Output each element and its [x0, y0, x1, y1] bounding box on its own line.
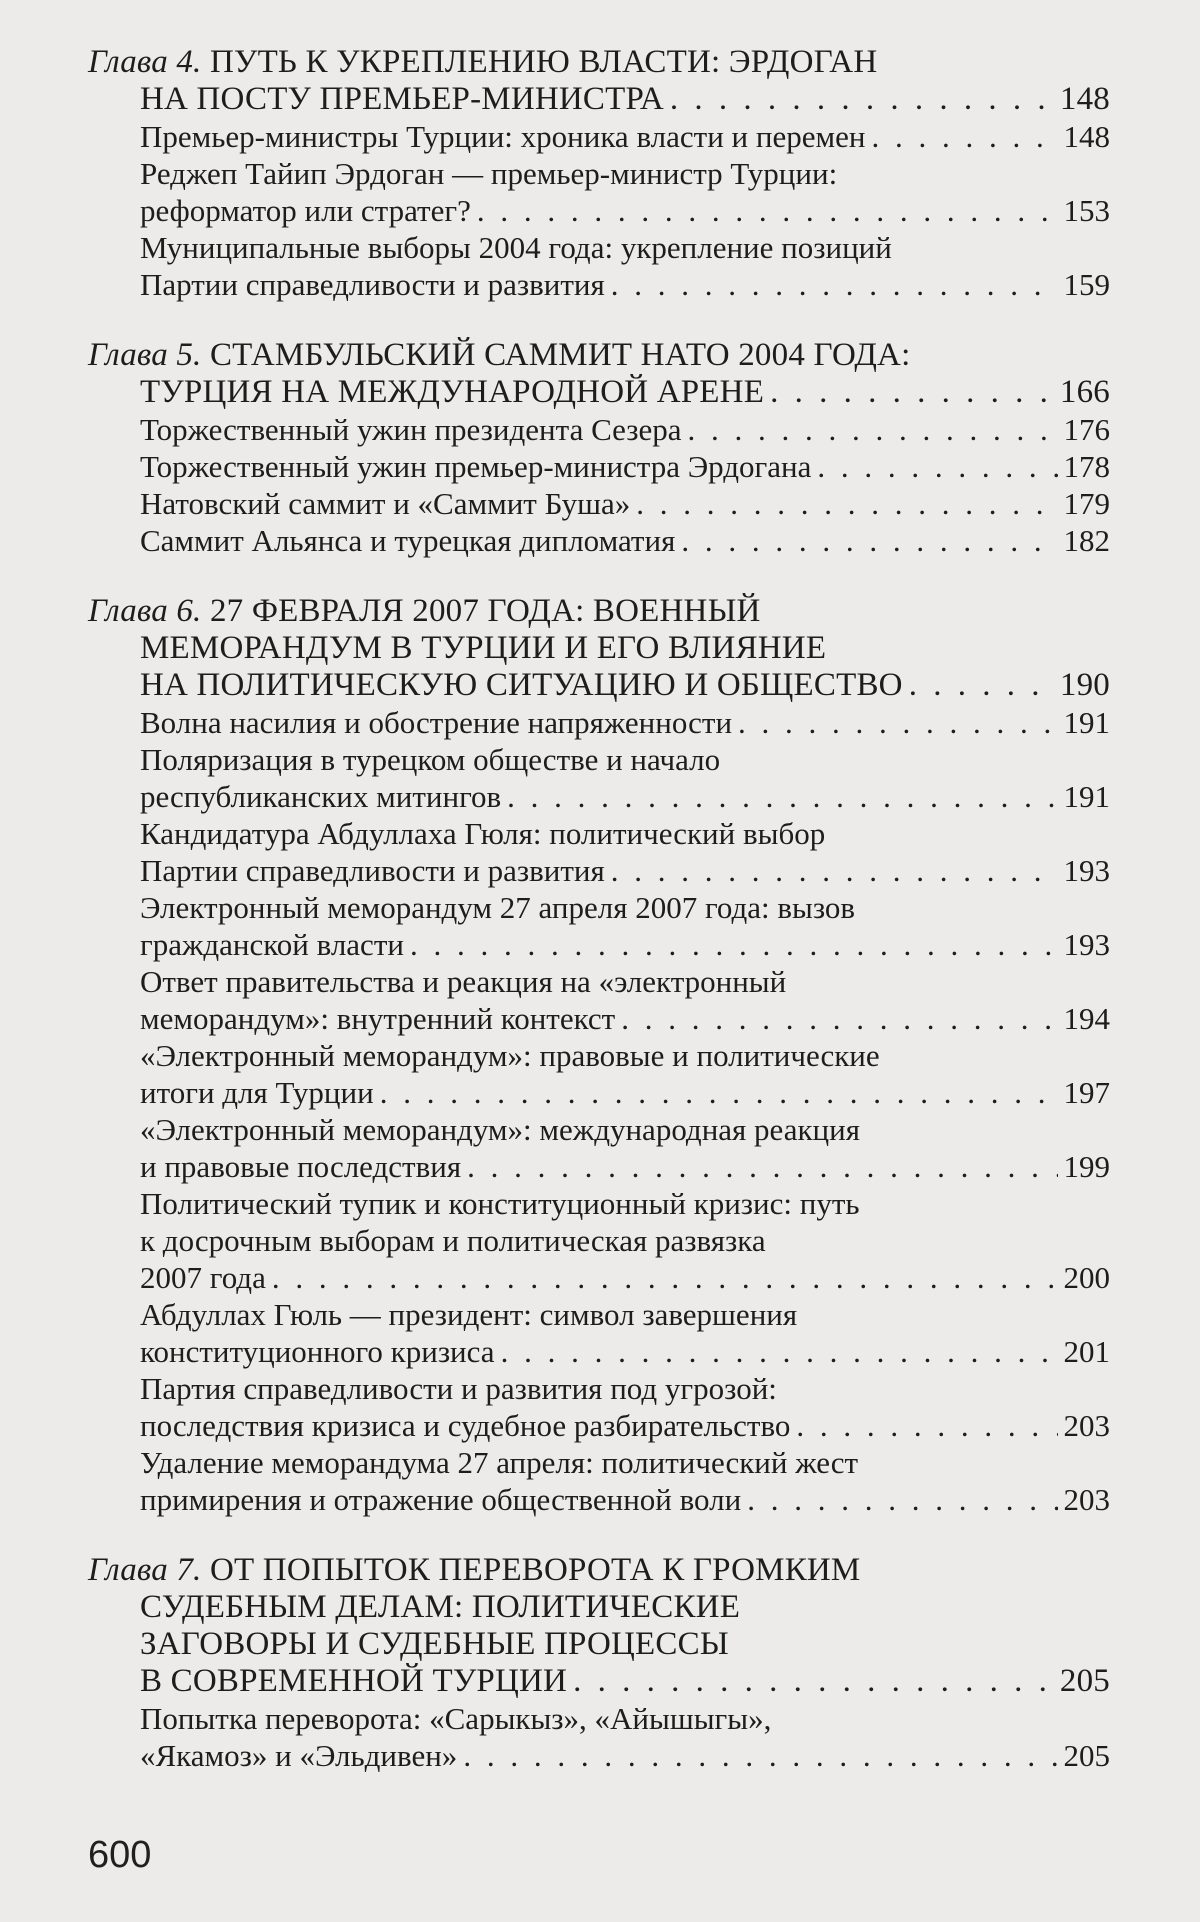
- entry-text: итоги для Турции: [140, 1075, 374, 1110]
- entry-line: [140, 1222, 1110, 1259]
- chapter-title-line: [88, 1552, 1110, 1589]
- toc-entry: [88, 704, 1110, 741]
- dot-leader: [796, 1407, 1057, 1444]
- entry-text: Партии справедливости и развития: [140, 853, 605, 888]
- entry-line: [140, 778, 1110, 815]
- entry-line: [140, 1444, 1110, 1481]
- dot-leader: [871, 118, 1057, 155]
- dot-leader: [467, 1148, 1057, 1185]
- entry-text: «Якамоз» и «Эльдивен»: [140, 1738, 458, 1773]
- dot-leader: [611, 852, 1058, 889]
- entry-text: Политический тупик и конституционный кризис: путь: [140, 1186, 860, 1221]
- toc-entry: [88, 155, 1110, 229]
- entry-line: [140, 1700, 1110, 1737]
- entry-text: Партия справедливости и развития под угрозой:: [140, 1371, 777, 1406]
- toc-entry: [88, 1111, 1110, 1185]
- entry-text: последствия кризиса и судебное разбирательство: [140, 1408, 791, 1443]
- toc-entry: [88, 118, 1110, 155]
- entry-line: [140, 815, 1110, 852]
- page-ref: 205: [1059, 1663, 1110, 1699]
- chapter-label: Глава 5.: [88, 337, 202, 373]
- chapter-title-line: [88, 44, 1110, 81]
- dot-leader: [380, 1074, 1058, 1111]
- page-ref: 205: [1063, 1738, 1110, 1773]
- toc-entry: [88, 1037, 1110, 1111]
- dot-leader: [747, 1481, 1057, 1518]
- entry-line: [140, 155, 1110, 192]
- entry-text: «Электронный меморандум»: международная реакция: [140, 1112, 860, 1147]
- entry-text: республиканских митингов: [140, 779, 502, 814]
- entry-line: [140, 448, 1110, 485]
- entry-line: [140, 1296, 1110, 1333]
- entry-line: [140, 926, 1110, 963]
- chapter-title-text: СУДЕБНЫМ ДЕЛАМ: ПОЛИТИЧЕСКИЕ: [140, 1589, 741, 1625]
- entry-text: к досрочным выборам и политическая развязка: [140, 1223, 766, 1258]
- entry-line: [140, 963, 1110, 1000]
- dot-leader: [681, 522, 1057, 559]
- page-ref: 199: [1063, 1149, 1110, 1184]
- dot-leader: [636, 485, 1057, 522]
- entry-text: Партии справедливости и развития: [140, 267, 605, 302]
- page-ref: 166: [1059, 374, 1110, 410]
- dot-leader: [501, 1333, 1058, 1370]
- entry-text: Кандидатура Абдуллаха Гюля: политический выбор: [140, 816, 826, 851]
- entry-text: Волна насилия и обострение напряженности: [140, 705, 733, 740]
- toc-entry: [88, 229, 1110, 303]
- entry-text: Торжественный ужин президента Сезера: [140, 412, 682, 447]
- toc-entry: [88, 889, 1110, 963]
- entry-text: Торжественный ужин премьер-министра Эрдогана: [140, 449, 812, 484]
- chapter-title-line: [88, 1589, 1110, 1626]
- page-ref: 197: [1063, 1075, 1110, 1110]
- dot-leader: [817, 448, 1057, 485]
- toc-entry: [88, 1370, 1110, 1444]
- chapter-title-line: [88, 667, 1110, 704]
- dot-leader: [738, 704, 1057, 741]
- entry-line: [140, 411, 1110, 448]
- toc-entry: [88, 1185, 1110, 1296]
- toc-entry: [88, 411, 1110, 448]
- entry-text: конституционного кризиса: [140, 1334, 495, 1369]
- entry-text: Реджеп Тайип Эрдоган — премьер-министр Турции:: [140, 156, 838, 191]
- chapter-title-text: НА ПОЛИТИЧЕСКУЮ СИТУАЦИЮ И ОБЩЕСТВО: [140, 667, 903, 703]
- entry-line: [140, 852, 1110, 889]
- chapter-label: Глава 7.: [88, 1552, 202, 1588]
- table-of-contents: [88, 44, 1110, 1774]
- page-number: 600: [88, 1834, 152, 1876]
- dot-leader: [507, 778, 1057, 815]
- chapter-title-text: 27 ФЕВРАЛЯ 2007 ГОДА: ВОЕННЫЙ: [209, 593, 761, 629]
- entry-line: [140, 1259, 1110, 1296]
- chapter-title-line: [88, 1626, 1110, 1663]
- chapter-title-line: [88, 630, 1110, 667]
- entry-text: Саммит Альянса и турецкая дипломатия: [140, 523, 676, 558]
- dot-leader: [670, 81, 1054, 118]
- chapter-title-text: ПУТЬ К УКРЕПЛЕНИЮ ВЛАСТИ: ЭРДОГАН: [209, 44, 878, 80]
- dot-leader: [463, 1737, 1057, 1774]
- entry-line: [140, 1333, 1110, 1370]
- toc-entry: [88, 522, 1110, 559]
- chapter-title-line: [88, 81, 1110, 118]
- dot-leader: [410, 926, 1058, 963]
- toc-chapter: [88, 337, 1110, 559]
- entry-line: [140, 1074, 1110, 1111]
- entry-line: [140, 704, 1110, 741]
- toc-entry: [88, 815, 1110, 889]
- entry-line: [140, 1407, 1110, 1444]
- chapter-title-line: [88, 1663, 1110, 1700]
- dot-leader: [573, 1663, 1054, 1700]
- entry-line: [140, 229, 1110, 266]
- chapter-title-line: [88, 374, 1110, 411]
- entry-line: [140, 1370, 1110, 1407]
- page-ref: 193: [1063, 853, 1110, 888]
- page-ref: 148: [1063, 119, 1110, 154]
- chapter-title-text: НА ПОСТУ ПРЕМЬЕР-МИНИСТРА: [140, 81, 664, 117]
- toc-entry: [88, 963, 1110, 1037]
- chapter-title-line: [88, 337, 1110, 374]
- toc-entry: [88, 485, 1110, 522]
- page-ref: 148: [1059, 81, 1110, 117]
- dot-leader: [621, 1000, 1057, 1037]
- toc-chapter: [88, 44, 1110, 303]
- entry-line: [140, 522, 1110, 559]
- entry-text: Ответ правительства и реакция на «электронный: [140, 964, 787, 999]
- entry-line: [140, 485, 1110, 522]
- page-ref: 203: [1063, 1482, 1110, 1517]
- chapter-title-text: МЕМОРАНДУМ В ТУРЦИИ И ЕГО ВЛИЯНИЕ: [140, 630, 827, 666]
- entry-line: [140, 1000, 1110, 1037]
- toc-entry: [88, 741, 1110, 815]
- page-ref: 191: [1063, 705, 1110, 740]
- entry-line: [140, 1737, 1110, 1774]
- page-ref: 182: [1063, 523, 1110, 558]
- entry-text: «Электронный меморандум»: правовые и политические: [140, 1038, 880, 1073]
- dot-leader: [272, 1259, 1058, 1296]
- chapter-title-text: ТУРЦИЯ НА МЕЖДУНАРОДНОЙ АРЕНЕ: [140, 374, 765, 410]
- entry-text: реформатор или стратег?: [140, 193, 471, 228]
- entry-text: меморандум»: внутренний контекст: [140, 1001, 616, 1036]
- toc-entry: [88, 1700, 1110, 1774]
- entry-text: примирения и отражение общественной воли: [140, 1482, 742, 1517]
- entry-line: [140, 1037, 1110, 1074]
- toc-chapter: [88, 1552, 1110, 1774]
- entry-text: Абдуллах Гюль — президент: символ завершения: [140, 1297, 798, 1332]
- toc-chapter: [88, 593, 1110, 1518]
- toc-entry: [88, 1296, 1110, 1370]
- page-ref: 179: [1063, 486, 1110, 521]
- chapter-title-line: [88, 593, 1110, 630]
- entry-line: [140, 1148, 1110, 1185]
- entry-line: [140, 889, 1110, 926]
- page-ref: 190: [1059, 667, 1110, 703]
- entry-text: и правовые последствия: [140, 1149, 462, 1184]
- entry-line: [140, 741, 1110, 778]
- page-ref: 176: [1063, 412, 1110, 447]
- dot-leader: [611, 266, 1058, 303]
- page-ref: 191: [1063, 779, 1110, 814]
- toc-entry: [88, 1444, 1110, 1518]
- dot-leader: [477, 192, 1058, 229]
- chapter-title-text: СТАМБУЛЬСКИЙ САММИТ НАТО 2004 ГОДА:: [209, 337, 911, 373]
- entry-line: [140, 1111, 1110, 1148]
- dot-leader: [688, 411, 1058, 448]
- page-ref: 203: [1063, 1408, 1110, 1443]
- entry-text: Натовский саммит и «Саммит Буша»: [140, 486, 631, 521]
- page-ref: 193: [1063, 927, 1110, 962]
- chapter-label: Глава 4.: [88, 44, 202, 80]
- entry-text: Попытка переворота: «Сарыкыз», «Айышыгы»,: [140, 1701, 772, 1736]
- page-ref: 178: [1063, 449, 1110, 484]
- entry-line: [140, 1481, 1110, 1518]
- chapter-title-text: В СОВРЕМЕННОЙ ТУРЦИИ: [140, 1663, 568, 1699]
- entry-text: 2007 года: [140, 1260, 266, 1295]
- entry-text: Муниципальные выборы 2004 года: укрепление позиций: [140, 230, 892, 265]
- entry-text: гражданской власти: [140, 927, 404, 962]
- entry-text: Премьер-министры Турции: хроника власти и перемен: [140, 119, 866, 154]
- entry-line: [140, 192, 1110, 229]
- page-ref: 153: [1063, 193, 1110, 228]
- toc-entry: [88, 448, 1110, 485]
- chapter-title-text: ЗАГОВОРЫ И СУДЕБНЫЕ ПРОЦЕССЫ: [140, 1626, 729, 1662]
- entry-text: Электронный меморандум 27 апреля 2007 года: вызов: [140, 890, 856, 925]
- dot-leader: [909, 667, 1054, 704]
- entry-line: [140, 1185, 1110, 1222]
- page-ref: 200: [1063, 1260, 1110, 1295]
- entry-line: [140, 266, 1110, 303]
- entry-text: Удаление меморандума 27 апреля: политический жест: [140, 1445, 859, 1480]
- entry-line: [140, 118, 1110, 155]
- entry-text: Поляризация в турецком обществе и начало: [140, 742, 721, 777]
- page-ref: 201: [1063, 1334, 1110, 1369]
- page-ref: 159: [1063, 267, 1110, 302]
- dot-leader: [770, 374, 1054, 411]
- chapter-title-text: ОТ ПОПЫТОК ПЕРЕВОРОТА К ГРОМКИМ: [209, 1552, 861, 1588]
- page-ref: 194: [1063, 1001, 1110, 1036]
- chapter-label: Глава 6.: [88, 593, 202, 629]
